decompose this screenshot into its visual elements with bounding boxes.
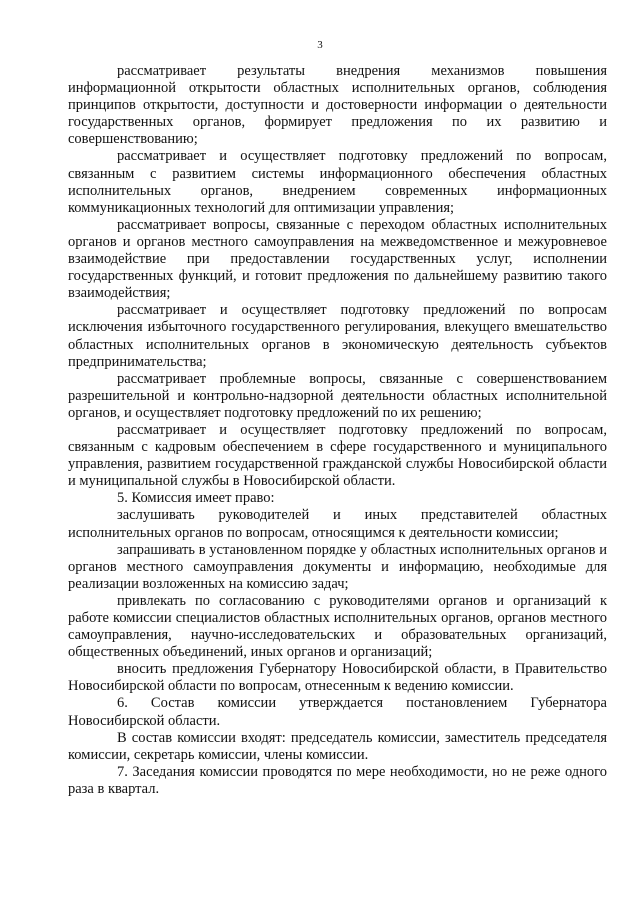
paragraph-submit-proposals: вносить предложения Губернатору Новосибирской области, в Правительство Новосибирской области по вопросам, отнесенным к ведению комиссии. (68, 661, 607, 695)
paragraph-control-supervision: рассматривает проблемные вопросы, связанные с совершенствованием разрешительной и контрольно-надзорной деятельности областных исполнительной органов, и осуществляет подготовку предложений по их решению; (68, 370, 607, 421)
paragraph-involve-specialists: привлекать по согласованию с руководителями органов и организаций к работе комиссии специалистов областных исполнительных органов, органов местного самоуправления, научно-исследовательских и образовательных организаций, общественных объединений, иных органов и организаций; (68, 592, 607, 661)
paragraph-excess-regulation: рассматривает и осуществляет подготовку предложений по вопросам исключения избыточного государственного регулирования, влекущего вмешательство областных исполнительных органов в экономическую деятельность субъектов предпринимательства; (68, 302, 607, 370)
section-5-heading: 5. Комиссия имеет право: (117, 490, 275, 507)
section-7-meetings: 7. Заседания комиссии проводятся по мере необходимости, но не реже одного раза в квартал. (68, 763, 607, 797)
paragraph-request-documents: запрашивать в установленном порядке у областных исполнительных органов и органов местного самоуправления документы и информацию, необходимые для реализации возложенных на комиссию задач; (68, 541, 607, 592)
paragraph-commission-members: В состав комиссии входят: председатель комиссии, заместитель председателя комиссии, секретарь комиссии, члены комиссии. (68, 729, 607, 763)
paragraph-interagency-interaction: рассматривает вопросы, связанные с переходом областных исполнительных органов и органов местного самоуправления на межведомственное и межуровневое взаимодействие при предоставлении государственных услуг, исполнении государственных функций, и готовит предложения по дальнейшему развитию такого взаимодействия; (68, 216, 607, 302)
document-body (68, 63, 607, 798)
paragraph-results-openness: рассматривает результаты внедрения механизмов повышения информационной открытости областных исполнительных органов, соблюдения принципов открытости, доступности и достоверности информации о деятельности государственных органов, формирует предложения по их развитию и совершенствованию; (68, 63, 607, 148)
paragraph-information-systems: рассматривает и осуществляет подготовку предложений по вопросам, связанным с развитием системы информационного обеспечения областных исполнительных органов, внедрением современных информационных коммуникационных технологий для оптимизации управления; (68, 148, 607, 216)
paragraph-hear-heads: заслушивать руководителей и иных представителей областных исполнительных органов по вопросам, относящимся к деятельности комиссии; (68, 507, 607, 541)
section-6-composition: 6. Состав комиссии утверждается постановлением Губернатора Новосибирской области. (68, 695, 607, 729)
paragraph-personnel-civil-service: рассматривает и осуществляет подготовку предложений по вопросам, связанным с кадровым обеспечением в сфере государственного и муниципального управления, развитием государственной гражданской службы Новосибирской области и муниципальной службы в Новосибирской области. (68, 421, 607, 490)
page-number: 3 (317, 39, 323, 51)
